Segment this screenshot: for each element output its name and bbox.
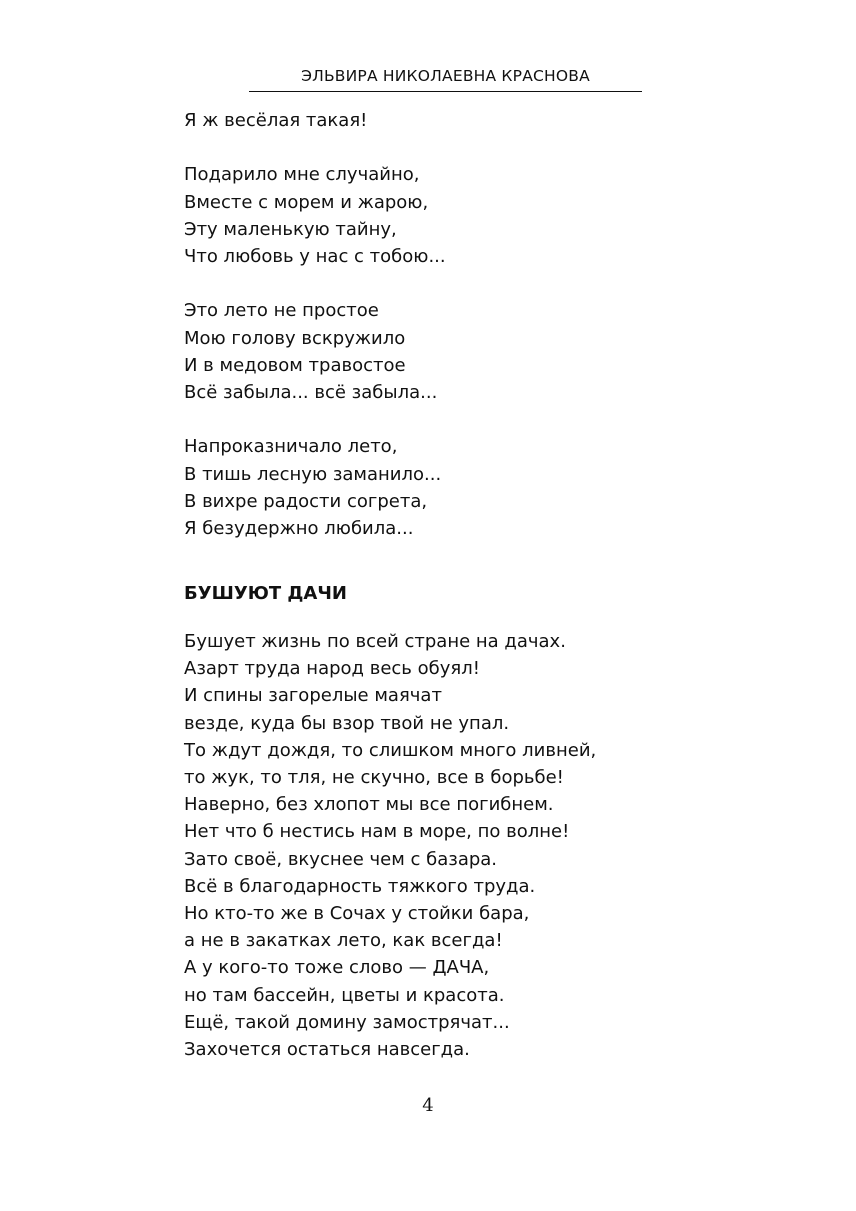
poem-line: Нет что б нестись нам в море, по волне!: [184, 821, 570, 843]
poem-line: Что любовь у нас с тобою...: [184, 246, 446, 267]
stanza: [184, 433, 744, 542]
poem-line: Бушует жизнь по всей стране на дачах.: [184, 631, 566, 652]
poem-line: Но кто-то же в Сочах у стойки бара,: [184, 903, 530, 925]
poem-line: Всё в благодарность тяжкого труда.: [184, 875, 536, 897]
poem-line: Мою голову вскружило: [184, 327, 406, 349]
poem-line: И в медовом травостое: [184, 354, 406, 376]
stanza: [184, 161, 744, 270]
poem-line: но там бассейн, цветы и красота.: [184, 984, 505, 1006]
poem-title: БУШУЮТ ДАЧИ: [184, 583, 347, 604]
poem-line: Это лето не простое: [184, 300, 379, 322]
poem-line: Напроказничало лето,: [184, 436, 398, 458]
running-head-author: ЭЛЬВИРА НИКОЛАЕВНА КРАСНОВА: [249, 64, 642, 92]
poem-line: Я ж весёлая такая!: [184, 110, 368, 131]
page-number: 4: [422, 1095, 434, 1116]
poem-line: Ещё, такой домину замострячат...: [184, 1011, 510, 1033]
poem-line: В вихре радости согрета,: [184, 490, 428, 512]
poem-line: а не в закатках лето, как всегда!: [184, 930, 503, 952]
poem-line: Зато своё, вкуснее чем с базара.: [184, 848, 498, 870]
poem-line: А у кого-то тоже слово — ДАЧА,: [184, 957, 490, 979]
poem-body: [184, 628, 744, 1063]
poem-line: то жук, то тля, не скучно, все в борьбе!: [184, 767, 564, 789]
stanza: [184, 297, 744, 406]
poem-line: везде, куда бы взор твой не упал.: [184, 712, 510, 734]
poem-line: Азарт труда народ весь обуял!: [184, 658, 480, 680]
poem-line: То ждут дождя, то слишком много ливней,: [184, 739, 597, 761]
stanza: [184, 107, 744, 134]
poem-line: И спины загорелые маячат: [184, 685, 442, 707]
poem-line: Вместе с морем и жарою,: [184, 191, 429, 213]
poem-line: Захочется остаться навсегда.: [184, 1039, 470, 1061]
poem-continuation: [184, 107, 744, 542]
poem-line: Наверно, без хлопот мы все погибнем.: [184, 794, 554, 816]
poem-line: Эту маленькую тайну,: [184, 218, 397, 240]
poem-line: В тишь лесную заманило...: [184, 463, 442, 485]
poem-line: Подарило мне случайно,: [184, 164, 420, 186]
poem-line: Всё забыла... всё забыла...: [184, 382, 438, 403]
poem-line: Я безудержно любила...: [184, 518, 414, 539]
